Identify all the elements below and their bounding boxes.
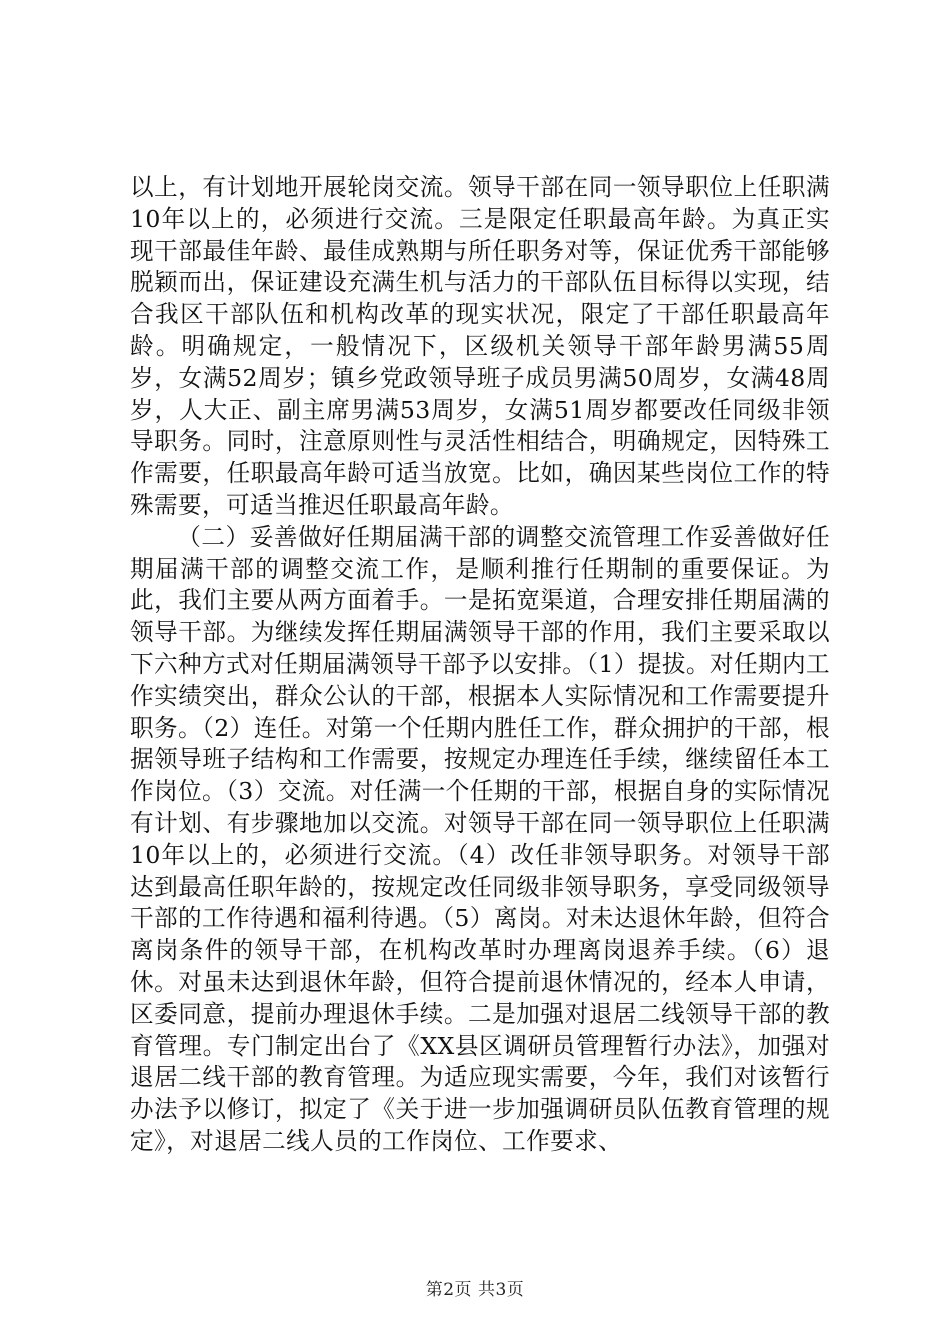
- document-body: [130, 172, 830, 1158]
- paragraph-1: 以上，有计划地开展轮岗交流。领导干部在同一领导职位上任职满10年以上的，必须进行交流。三是限定任职最高年龄。为真正实现干部最佳年龄、最佳成熟期与所任职务对等，保证优秀干部能够脱颖而出，保证建设充满生机与活力的干部队伍目标得以实现，结合我区干部队伍和机构改革的现实状况，限定了干部任职最高年龄。明确规定，一般情况下，区级机关领导干部年龄男满55周岁，女满52周岁；镇乡党政领导班子成员男满50周岁，女满48周岁，人大正、副主席男满53周岁，女满51周岁都要改任同级非领导职务。同时，注意原则性与灵活性相结合，明确规定，因特殊工作需要，任职最高年龄可适当放宽。比如，确因某些岗位工作的特殊需要，可适当推迟任职最高年龄。: [130, 173, 830, 519]
- page-number-footer: 第2页 共3页: [425, 1280, 525, 1300]
- paragraph-2: （二）妥善做好任期届满干部的调整交流管理工作妥善做好任期届满干部的调整交流工作，是顺利推行任期制的重要保证。为此，我们主要从两方面着手。一是拓宽渠道，合理安排任期届满的领导干部。为继续发挥任期届满领导干部的作用，我们主要采取以下六种方式对任期届满领导干部予以安排。（1）提拔。对任期内工作实绩突出，群众公认的干部，根据本人实际情况和工作需要提升职务。（2）连任。对第一个任期内胜任工作，群众拥护的干部，根据领导班子结构和工作需要，按规定办理连任手续，继续留任本工作岗位。（3）交流。对任满一个任期的干部，根据自身的实际情况有计划、有步骤地加以交流。对领导干部在同一领导职位上任职满10年以上的，必须进行交流。（4）改任非领导职务。对领导干部达到最高任职年龄的，按规定改任同级非领导职务，享受同级领导干部的工作待遇和福利待遇。（5）离岗。对未达退休年龄，但符合离岗条件的领导干部，在机构改革时办理离岗退养手续。（6）退休。对虽未达到退休年龄，但符合提前退休情况的，经本人申请，区委同意，提前办理退休手续。二是加强对退居二线领导干部的教育管理。专门制定出台了《XX县区调研员管理暂行办法》，加强对退居二线干部的教育管理。为适应现实需要，今年，我们对该暂行办法予以修订，拟定了《关于进一步加强调研员队伍教育管理的规定》，对退居二线人员的工作岗位、工作要求、: [130, 522, 830, 1155]
